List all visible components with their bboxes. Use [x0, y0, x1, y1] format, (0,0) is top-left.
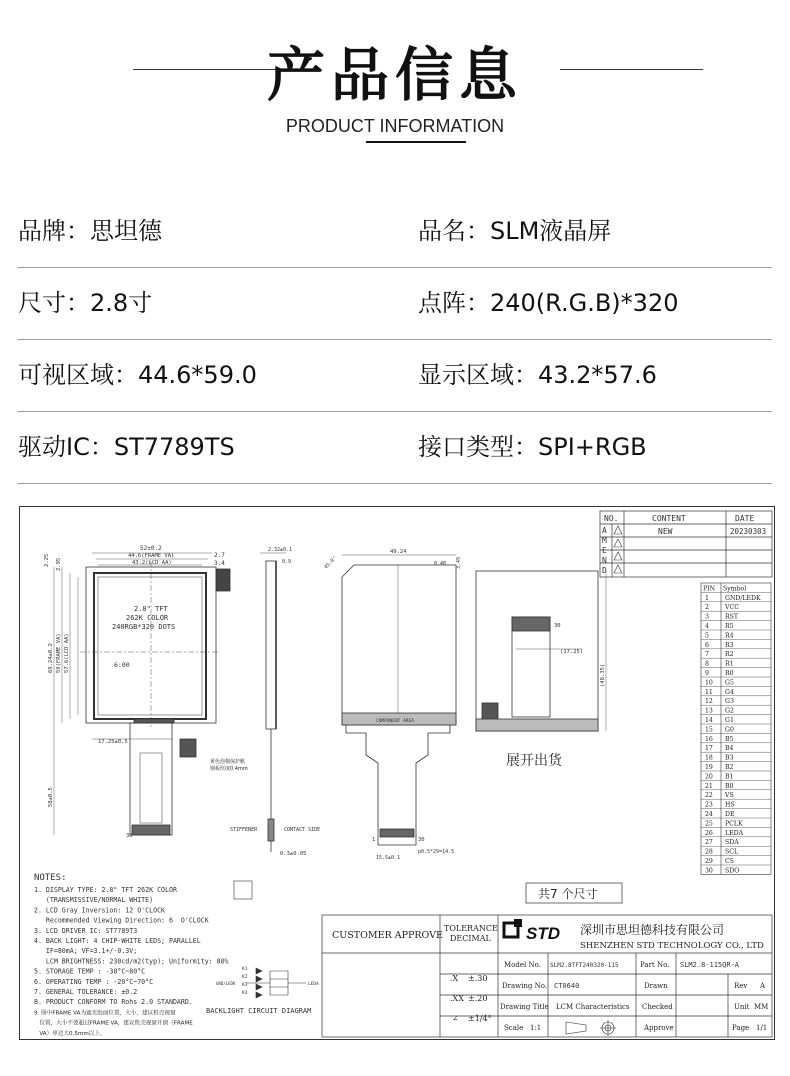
unfold-pin-30: 30 — [554, 623, 561, 629]
pin-number: 17 — [705, 745, 713, 753]
pin-symbol: CS — [725, 858, 734, 865]
pin-symbol: VS — [725, 792, 734, 800]
stiffener-label: STIFFENER — [230, 827, 258, 833]
pin-symbol: G2 — [725, 707, 734, 715]
pin-number: 26 — [705, 829, 713, 837]
size-note: 共7 个尺寸 — [538, 887, 598, 901]
dim-2-7: 2.7 — [214, 552, 225, 559]
rev-header-no: NO. — [604, 514, 619, 523]
pin-number: 20 — [705, 773, 713, 781]
pin-symbol: R4 — [725, 632, 734, 640]
rev-value: A — [760, 982, 766, 990]
dim-fpc-length: 58±0.5 — [48, 787, 54, 807]
pin-number: 16 — [705, 735, 713, 743]
pin-number: 23 — [705, 801, 713, 809]
approve-label: Approve — [644, 1024, 674, 1032]
note-line: IF=80mA; VF=3.1+/-0.3V; — [34, 947, 138, 956]
std-logo — [504, 919, 522, 937]
pin-number: 14 — [705, 717, 713, 724]
foam-note: 黄色泡棉保护帆 — [210, 759, 246, 765]
unfold-fpc-width: (17.25) — [560, 649, 584, 655]
rev-letter: A — [602, 526, 607, 535]
pin-symbol: R3 — [725, 641, 734, 649]
pin-number: 22 — [705, 792, 713, 800]
note-line: 5. STORAGE TEMP : -30°C~80°C — [34, 967, 146, 976]
page-title: 产品信息 — [266, 41, 523, 109]
note-line: 8. PRODUCT CONFORM TO Rohs 2.0 STANDARD. — [34, 998, 193, 1007]
pin-number: 21 — [705, 782, 713, 790]
pin-number: 19 — [705, 764, 713, 771]
rev-header-content: CONTENT — [652, 514, 686, 523]
led-k2: K2 — [242, 975, 248, 980]
dim-0-48: 0.48 — [434, 561, 447, 567]
spec-row — [18, 411, 772, 484]
dim-3-4: 3.4 — [214, 560, 225, 567]
dim-thickness: 2.32±0.1 — [268, 547, 293, 553]
spec-row — [18, 267, 772, 340]
back-pin-30: 30 — [418, 837, 425, 843]
pin-symbol: B5 — [725, 735, 734, 743]
note-line: 位置，大小不要超过FRAME VA，建议机壳视窗开窗（FRAME — [34, 1020, 193, 1027]
pin-number: 3 — [705, 613, 709, 621]
spec-size: 尺寸：2.8寸 — [18, 289, 153, 317]
led-k3: K3 — [242, 983, 248, 988]
spec-product-name: 品名：SLM液晶屏 — [418, 217, 612, 245]
technical-drawing — [19, 506, 775, 1040]
rev-header-date: DATE — [735, 514, 755, 523]
pin-symbol: R5 — [725, 623, 734, 630]
pin-symbol: G3 — [725, 698, 734, 706]
drawing-canvas — [20, 507, 774, 1039]
scale-value: 1:1 — [530, 1024, 542, 1032]
part-no: SLM2.8-115QR-A — [680, 961, 740, 969]
note-line: 3. LCD DRIVER IC: ST7789T3 — [34, 926, 138, 935]
rev-date: 20230303 — [730, 527, 767, 536]
projection-symbol-icon — [566, 1020, 616, 1036]
company-cn: 深圳市思坦德科技有限公司 — [580, 923, 725, 937]
pin-symbol: HS — [725, 801, 735, 809]
pin-number: 12 — [705, 698, 713, 706]
spec-row — [18, 339, 772, 412]
spec-brand: 品牌：思坦德 — [18, 217, 162, 245]
note-line: 4. BACK LIGHT: 4 CHIP-WHITE LEDS; PARALLEL — [34, 937, 201, 945]
pin-number: 7 — [705, 651, 709, 659]
company-en: SHENZHEN STD TECHNOLOGY CO., LTD — [580, 941, 764, 951]
pin-number: 27 — [705, 839, 713, 847]
note-line: 2. LCD Gray Inversion: 12 O'CLOCK — [34, 906, 166, 915]
backlight-circuit — [234, 881, 306, 998]
pin-symbol: LEDA — [725, 829, 744, 837]
tol-x: .X — [450, 974, 459, 983]
pin-table — [701, 583, 771, 874]
pin-number: 11 — [705, 688, 713, 696]
pin-header-pin: PIN — [703, 585, 716, 593]
tol-xx-val: ±.20 — [468, 994, 488, 1003]
rev-letter: M — [602, 536, 607, 545]
pin-symbol: R1 — [725, 660, 734, 668]
unit-value: MM — [754, 1003, 769, 1011]
dim-height-outline: 69.24±0.2 — [48, 643, 54, 673]
rev-triangle-icons — [614, 526, 622, 573]
unfold-view — [476, 571, 606, 731]
pin-symbol: B2 — [725, 764, 734, 771]
page-value: 1/1 — [756, 1024, 768, 1032]
customer-approve: CUSTOMER APPROVE — [332, 930, 443, 941]
note-line: LCM BRIGHTNESS: 230cd/m2(typ); Uniformity: 80% — [34, 957, 229, 966]
pin-number: 18 — [705, 754, 713, 762]
note-line: 1. DISPLAY TYPE: 2.8" TFT 262K COLOR — [34, 886, 177, 894]
pin-header-symbol: Symbol — [723, 585, 747, 593]
tol-x-val: ±.30 — [468, 974, 488, 983]
page-subtitle: PRODUCT INFORMATION — [285, 116, 505, 136]
page-header — [0, 0, 790, 160]
model-label: Model No. — [504, 961, 541, 969]
note-line: (TRANSMISSIVE/NORMAL WHITE) — [34, 896, 154, 905]
side-view — [260, 553, 286, 852]
rev-content: NEW — [658, 527, 673, 536]
dim-lcd-aa: 43.2(LCD AA) — [132, 560, 172, 566]
rev-label: Rev — [734, 982, 748, 990]
dim-fpc-width: 17.25±0.5 — [98, 739, 128, 745]
gnd-label: GND/LEDK — [216, 981, 236, 986]
drawing-title-label: Drawing Title — [500, 1003, 549, 1011]
plate-note: 钢板厚度0.4mm — [210, 766, 248, 772]
note-line: VA）单边大0.5mm以上。 — [34, 1030, 106, 1037]
rev-letter: N — [602, 556, 607, 565]
pin-symbol: PCLK — [725, 820, 743, 828]
pin-number: 4 — [705, 623, 709, 630]
spec-interface: 接口类型：SPI+RGB — [418, 433, 647, 461]
drawn-label: Drawn — [644, 982, 668, 990]
leda-label: LEDA — [308, 982, 319, 987]
tolerance-label: TOLERANCE — [444, 924, 498, 933]
notes-title: NOTES: — [34, 873, 67, 883]
spec-active-area: 显示区域：43.2*57.6 — [418, 361, 657, 389]
pin-number: 10 — [705, 679, 713, 687]
pin-number: 13 — [705, 707, 713, 715]
spec-row — [18, 195, 772, 268]
decimal-label: DECIMAL — [450, 934, 491, 943]
note-line: Recommended Viewing Direction: 6 O'CLOCK — [34, 916, 209, 925]
back-view — [342, 555, 456, 845]
pin-30-label: 30 — [126, 833, 133, 839]
pin-number: 8 — [705, 660, 709, 668]
dim-frame-va: 44.6(FRAME VA) — [128, 553, 175, 559]
pin-symbol: G1 — [725, 717, 734, 724]
spec-viewing-area: 可视区域：44.6*59.0 — [18, 361, 257, 389]
pin-symbol: RST — [725, 613, 739, 621]
pin-number: 25 — [705, 820, 713, 828]
pin-symbol: G0 — [725, 726, 734, 734]
pin-number: 29 — [705, 858, 713, 865]
pin-symbol: R2 — [725, 651, 734, 659]
notes-block — [34, 873, 229, 1037]
pin-number: 15 — [705, 726, 713, 734]
drawing-no: CT0640 — [554, 982, 580, 990]
unfold-caption: 展开出货 — [506, 753, 562, 769]
dim-2-25: 2.25 — [44, 553, 50, 567]
checked-label: Checked — [642, 1003, 673, 1011]
pin-symbol: B3 — [725, 754, 734, 762]
dim-height-aa: 57.6(LCD AA) — [64, 633, 70, 673]
dim-angle: 45.0° — [323, 555, 339, 571]
pin-symbol: B1 — [725, 773, 734, 781]
led-k1: K1 — [242, 967, 248, 972]
tol-angle-val: ±1/4° — [468, 1014, 492, 1023]
pin-symbol: G5 — [725, 679, 734, 687]
spec-resolution: 点阵：240(R.G.B)*320 — [418, 289, 679, 317]
std-logo-text: STD — [526, 924, 560, 943]
model-no: SLM2.8TFT240320-115 — [550, 962, 619, 969]
pin-number: 5 — [705, 632, 709, 640]
pin-symbol: DE — [725, 811, 735, 818]
pin-symbol: SDO — [725, 867, 740, 875]
pin-number: 2 — [705, 604, 709, 612]
drawing-title: LCM Characteristics — [556, 1003, 630, 1011]
backlight-caption: BACKLIGHT CIRCUIT DIAGRAM — [206, 1007, 312, 1015]
display-line: 240RGB*320 DOTS — [112, 623, 176, 631]
page-label: Page — [732, 1024, 750, 1032]
dim-pitch: 0.3±0.05 — [280, 851, 307, 857]
pin-symbol: VCC — [725, 604, 739, 612]
note-line: 7. GENERAL TOLERANCE: ±0.2 — [34, 988, 138, 996]
dim-0-9: 0.9 — [282, 559, 292, 565]
pin-number: 1 — [705, 594, 709, 602]
display-line: 262K COLOR — [126, 614, 169, 622]
tol-angle: ∠ — [452, 1014, 459, 1023]
pin-number: 28 — [705, 848, 713, 856]
pin-symbol: B4 — [725, 745, 734, 753]
pin-symbol: SCL — [725, 848, 739, 856]
dim-back-width: 49.24 — [390, 549, 407, 555]
dim-height-frame: 59(FRAME VA) — [56, 633, 62, 673]
pin-symbol: G4 — [725, 688, 734, 696]
subtitle-underline — [366, 141, 466, 143]
dim-2-95: 2.95 — [56, 557, 62, 571]
dim-outline-width: 52±0.2 — [140, 545, 162, 552]
pin-symbol: GND/LEDK — [725, 594, 761, 602]
scale-label: Scale — [504, 1024, 524, 1032]
part-label: Part No. — [640, 961, 670, 969]
contact-side-label: CONTACT SIDE — [284, 827, 321, 833]
back-fpc-width: 15.5±0.1 — [376, 855, 401, 861]
back-pitch: p0.5*29=14.5 — [418, 849, 455, 855]
pin-symbol: SDA — [725, 839, 739, 847]
component-area-label: COMPONENT AREA — [376, 719, 414, 724]
front-view — [54, 553, 230, 835]
pin-number: 6 — [705, 641, 709, 649]
tol-xx: .XX — [450, 994, 464, 1003]
led-k4: K4 — [242, 991, 248, 996]
spec-driver-ic: 驱动IC：ST7789TS — [18, 433, 235, 461]
clock-direction: 6:00 — [114, 661, 130, 669]
display-line: 2.8" TFT — [134, 605, 168, 613]
back-pin-1: 1 — [372, 837, 376, 843]
note-line: 9. 图中FRAME VA为遮光胶面位置，大小，建议机壳视窗 — [34, 1010, 176, 1017]
pin-symbol: B0 — [725, 782, 734, 790]
pin-number: 9 — [705, 670, 709, 677]
note-line: 6. OPERATING TEMP : -20°C~70°C — [34, 977, 154, 986]
rev-letter: D — [602, 566, 607, 575]
pin-number: 24 — [705, 811, 713, 818]
dim-3-49: 3.49 — [456, 556, 462, 569]
drawing-no-label: Drawing No. — [502, 982, 548, 990]
rev-letter: E — [602, 546, 607, 555]
unfold-fpc-height: (48.35) — [600, 663, 606, 687]
pin-symbol: R0 — [725, 670, 734, 677]
pin-number: 30 — [705, 867, 713, 875]
unit-label: Unit — [734, 1003, 750, 1011]
